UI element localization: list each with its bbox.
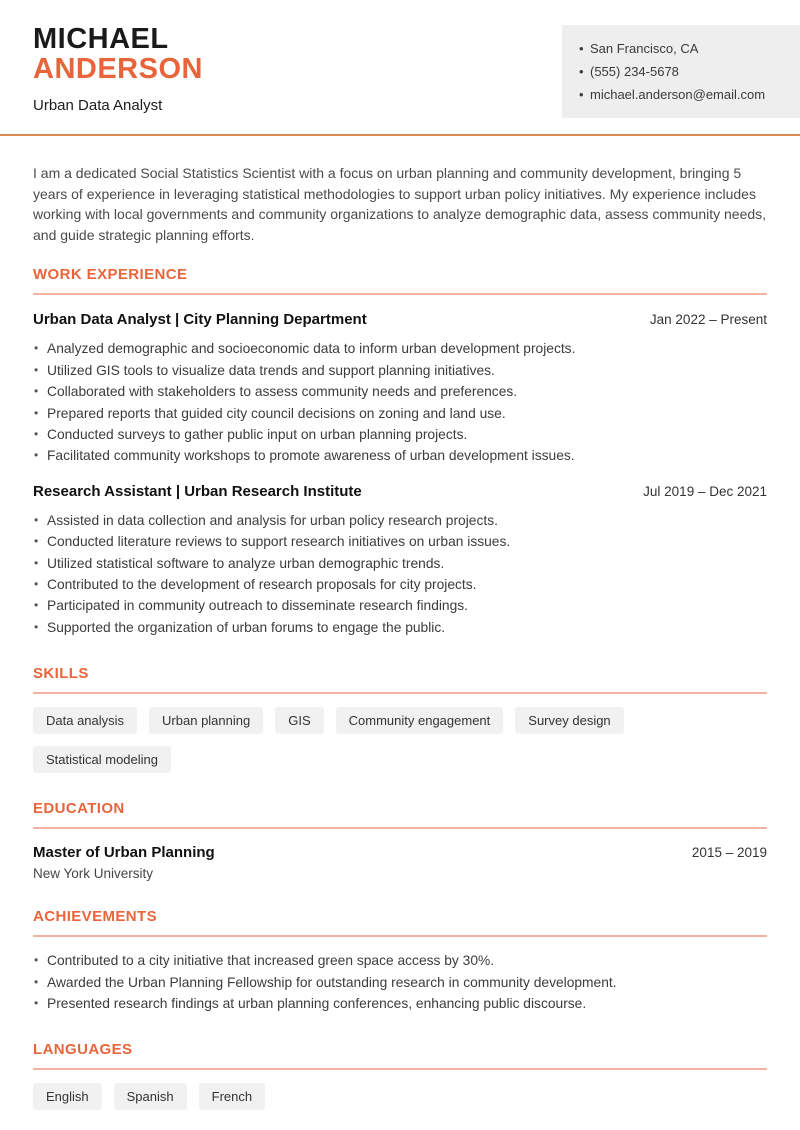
job-title: Research Assistant | Urban Research Institute bbox=[33, 482, 362, 500]
job-entry bbox=[33, 483, 767, 638]
section-languages bbox=[33, 1041, 767, 1110]
job-dates: Jul 2019 – Dec 2021 bbox=[643, 483, 767, 499]
skill-tag: Community engagement bbox=[336, 707, 504, 734]
section-education bbox=[33, 800, 767, 881]
job-bullet: • Collaborated with stakeholders to assess community needs and preferences. bbox=[33, 381, 767, 402]
education-entry-header bbox=[33, 844, 767, 861]
resume-body bbox=[0, 163, 800, 1130]
skill-tag: GIS bbox=[275, 707, 323, 734]
institution-name: New York University bbox=[33, 866, 154, 882]
achievements-heading: ACHIEVEMENTS bbox=[33, 908, 157, 926]
language-tag: Spanish bbox=[114, 1083, 187, 1110]
section-divider bbox=[33, 293, 767, 295]
education-entry bbox=[33, 844, 767, 881]
job-entry-header bbox=[33, 483, 767, 500]
skill-tag: Data analysis bbox=[33, 707, 137, 734]
last-name: ANDERSON bbox=[33, 53, 203, 85]
job-bullet: • Supported the organization of urban forums to engage the public. bbox=[33, 617, 767, 638]
candidate-name bbox=[33, 24, 203, 84]
skills-heading: SKILLS bbox=[33, 665, 89, 683]
job-bullet: • Conducted surveys to gather public input on urban planning projects. bbox=[33, 424, 767, 445]
language-tag: French bbox=[199, 1083, 265, 1110]
candidate-job-title: Urban Data Analyst bbox=[33, 97, 163, 114]
job-entry-header bbox=[33, 311, 767, 328]
job-bullet: • Facilitated community workshops to promote awareness of urban development issues. bbox=[33, 445, 767, 466]
job-bullet: • Utilized GIS tools to visualize data trends and support planning initiatives. bbox=[33, 360, 767, 381]
contact-card bbox=[562, 25, 800, 118]
languages-tag-list bbox=[33, 1083, 767, 1110]
job-bullet: • Assisted in data collection and analysis for urban policy research projects. bbox=[33, 510, 767, 531]
education-dates: 2015 – 2019 bbox=[691, 845, 767, 861]
job-bullet-list bbox=[33, 510, 767, 638]
section-work-experience bbox=[33, 266, 767, 638]
language-tag: English bbox=[33, 1083, 102, 1110]
skill-tag: Urban planning bbox=[149, 707, 263, 734]
work-experience-heading: WORK EXPERIENCE bbox=[33, 266, 188, 284]
job-title: Urban Data Analyst | City Planning Department bbox=[33, 311, 367, 329]
job-bullet: • Conducted literature reviews to support research initiatives on urban issues. bbox=[33, 531, 767, 552]
section-divider bbox=[33, 692, 767, 694]
job-bullet: • Analyzed demographic and socioeconomic data to inform urban development projects. bbox=[33, 338, 767, 359]
job-dates: Jan 2022 – Present bbox=[649, 312, 767, 328]
languages-heading: LANGUAGES bbox=[33, 1041, 133, 1059]
section-skills bbox=[33, 665, 767, 773]
skill-tag: Survey design bbox=[515, 707, 623, 734]
job-bullet: • Contributed to the development of research proposals for city projects. bbox=[33, 574, 767, 595]
contact-location: • San Francisco, CA bbox=[579, 37, 790, 60]
skill-tag: Statistical modeling bbox=[33, 746, 171, 773]
skills-tag-list bbox=[33, 707, 767, 773]
achievement-bullet: • Presented research findings at urban planning conferences, enhancing public discourse. bbox=[33, 993, 767, 1014]
achievement-bullet: • Contributed to a city initiative that increased green space access by 30%. bbox=[33, 950, 767, 971]
section-divider bbox=[33, 1068, 767, 1070]
contact-email: • michael.anderson@email.com bbox=[579, 83, 790, 106]
job-bullet: • Utilized statistical software to analyze urban demographic trends. bbox=[33, 553, 767, 574]
job-bullet: • Prepared reports that guided city council decisions on zoning and land use. bbox=[33, 403, 767, 424]
first-name: MICHAEL bbox=[33, 23, 169, 55]
resume-header bbox=[0, 0, 800, 136]
section-achievements bbox=[33, 908, 767, 1014]
section-divider bbox=[33, 827, 767, 829]
achievement-bullet: • Awarded the Urban Planning Fellowship for outstanding research in community development. bbox=[33, 972, 767, 993]
education-heading: EDUCATION bbox=[33, 800, 125, 818]
job-entry bbox=[33, 311, 767, 466]
section-divider bbox=[33, 935, 767, 937]
job-bullet: • Participated in community outreach to disseminate research findings. bbox=[33, 595, 767, 616]
summary-paragraph: I am a dedicated Social Statistics Scientist with a focus on urban planning and community development, bringing 5 years of experience in leveraging statistical methodologies to support urban policy initiatives. My experience includes working with local governments and community organizations to analyze demographic data, assess community needs, and guide strategic planning efforts. bbox=[33, 165, 767, 243]
job-bullet-list bbox=[33, 338, 767, 466]
degree-title: Master of Urban Planning bbox=[33, 844, 215, 862]
contact-phone: • (555) 234-5678 bbox=[579, 60, 790, 83]
achievements-bullet-list bbox=[33, 950, 767, 1014]
contact-list bbox=[579, 37, 790, 106]
name-block bbox=[33, 24, 203, 114]
